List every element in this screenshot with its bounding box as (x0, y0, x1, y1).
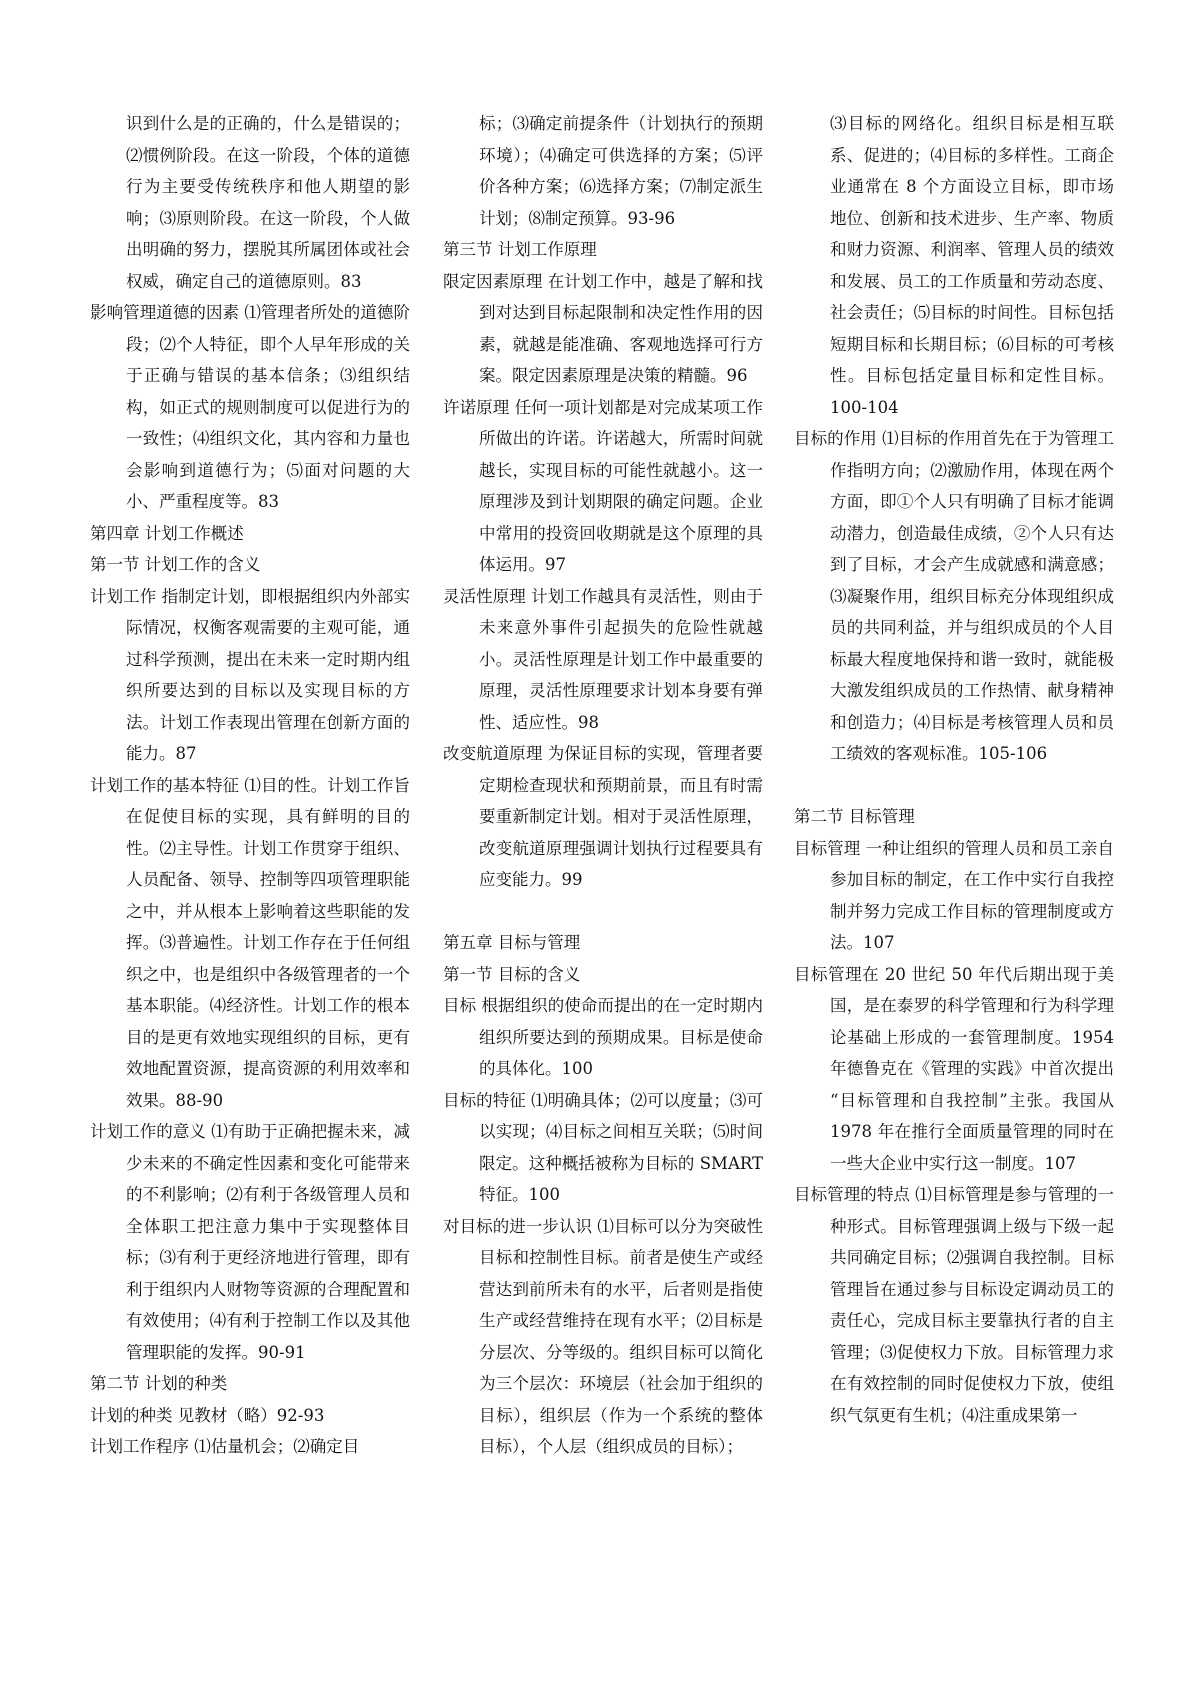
entry-planning-procedure: 计划工作程序 ⑴估量机会；⑵确定目 (90, 1437, 360, 1456)
entry-moral-factors: 影响管理道德的因素 ⑴管理者所处的道德阶段；⑵个人特征，即个人早年形成的关于正确与错误的基本信条；⑶组织结构，如正式的规则制度可以促进行为的一致性；⑷组织文化，其内容和力量也会影响到道德行为；⑸面对问题的大小、严重程度等。83 (90, 303, 410, 511)
column-left (90, 108, 410, 1463)
entry-planning-significance: 计划工作的意义 ⑴有助于正确把握未来，减少未来的不确定性因素和变化可能带来的不利影响；⑵有利于各级管理人员和全体职工把注意力集中于实现整体目标；⑶有利于更经济地进行管理，即有利于组织内人财物等资源的合理配置和有效使用；⑷有利于控制工作以及其他管理职能的发挥。90-91 (90, 1122, 410, 1362)
entry-mbo-definition: 目标管理 一种让组织的管理人员和员工亲自参加目标的制定，在工作中实行自我控制并努力完成工作目标的管理制度或方法。107 (794, 838, 1114, 952)
section-heading-4-2: 第二节 计划的种类 (90, 1374, 228, 1393)
entry-objective-features: 目标的特征 ⑴明确具体；⑵可以度量；⑶可以实现；⑷目标之间相互关联；⑸时间限定。这种概括被称为目标的 SMART 特征。100 (443, 1090, 780, 1204)
entry-planning-features: 计划工作的基本特征 ⑴目的性。计划工作旨在促使目标的实现，具有鲜明的目的性。⑵主导性。计划工作贯穿于组织、人员配备、领导、控制等四项管理职能之中，并从根本上影响着这些职能的发挥。⑶普遍性。计划工作存在于任何组织之中，也是组织中各级管理者的一个基本职能。⑷经济性。计划工作的根本目的是更有效地实现组织的目标，更有效地配置资源，提高资源的利用效率和效果。88-90 (90, 775, 410, 1110)
paragraph-objective-continued: ⑶目标的网络化。组织目标是相互联系、促进的；⑷目标的多样性。工商企业通常在 8 个方面设立目标，即市场地位、创新和技术进步、生产率、物质和财力资源、利润率、管理人员的绩效和发展、员工的工作质量和劳动态度、社会责任；⑸目标的时间性。目标包括短期目标和长期目标；⑹目标的可考核性。目标包括定量目标和定性目标。100-104 (830, 114, 1114, 417)
section-heading-5-1: 第一节 目标的含义 (443, 964, 581, 984)
spacer (443, 896, 763, 928)
paragraph-moral-stages-continued: 识到什么是的正确的，什么是错误的；⑵惯例阶段。在这一阶段，个体的道德行为主要受传统秩序和他人期望的影响；⑶原则阶段。在这一阶段，个人做出明确的努力，摆脱其所属团体或社会权威，确定自己的道德原则。83 (126, 114, 410, 291)
spacer (794, 770, 1114, 802)
entry-navigational-change-principle: 改变航道原理 为保证目标的实现，管理者要定期检查现状和预期前景，而且有时需要重新制定计划。相对于灵活性原理，改变航道原理强调计划执行过程要具有应变能力。99 (443, 744, 763, 889)
section-heading-4-1: 第一节 计划工作的含义 (90, 555, 261, 574)
section-heading-5-2: 第二节 目标管理 (794, 807, 915, 826)
entry-plan-types: 计划的种类 见教材（略）92-93 (90, 1405, 325, 1425)
paragraph-procedure-continued: 标；⑶确定前提条件（计划执行的预期环境）；⑷确定可供选择的方案；⑸评价各种方案；⑹选择方案；⑺制定派生计划；⑻制定预算。93-96 (479, 114, 763, 228)
chapter-heading-4: 第四章 计划工作概述 (90, 523, 244, 543)
entry-planning-definition: 计划工作 指制定计划，即根据组织内外部实际情况，权衡客观需要的主观可能，通过科学预测，提出在未来一定时期内组织所要达到的目标以及实现目标的方法。计划工作表现出管理在创新方面的能力。87 (90, 586, 410, 763)
entry-limiting-factor-principle: 限定因素原理 在计划工作中，越是了解和找到对达到目标起限制和决定性作用的因素，就越是能准确、客观地选择可行方案。限定因素原理是决策的精髓。96 (443, 271, 763, 385)
entry-mbo-history: 目标管理在 20 世纪 50 年代后期出现于美国，是在泰罗的科学管理和行为科学理论基础上形成的一套管理制度。1954 年德鲁克在《管理的实践》中首次提出 “目标管理和自我控制”主张。我国从 1978 年在推行全面质量管理的同时在一些大企业中实行这一制度。107 (794, 964, 1114, 1173)
entry-objective-definition: 目标 根据组织的使命而提出的在一定时期内组织所要达到的预期成果。目标是使命的具体化。100 (443, 996, 763, 1078)
column-middle (443, 108, 780, 1463)
entry-objective-understanding: 对目标的进一步认识 ⑴目标可以分为突破性目标和控制性目标。前者是使生产或经营达到前所未有的水平，后者则是指使生产或经营维持在现有水平；⑵目标是分层次、分等级的。组织目标可以简化为三个层次：环境层（社会加于组织的目标），组织层（作为一个系统的整体目标），个人层（组织成员的目标）； (443, 1216, 763, 1456)
entry-objective-roles: 目标的作用 ⑴目标的作用首先在于为管理工作指明方向；⑵激励作用，体现在两个方面，即①个人只有明确了目标才能调动潜力，创造最佳成绩，②个人只有达到了目标，才会产生成就感和满意感；⑶凝聚作用，组织目标充分体现组织成员的共同利益，并与组织成员的个人目标最大程度地保持和谐一致时，就能极大激发组织成员的工作热情、献身精神和创造力；⑷目标是考核管理人员和员工绩效的客观标准。105-106 (794, 429, 1114, 763)
chapter-heading-5: 第五章 目标与管理 (443, 933, 581, 952)
section-heading-4-3: 第三节 计划工作原理 (443, 240, 597, 259)
column-right (794, 108, 1114, 1431)
entry-flexibility-principle: 灵活性原理 计划工作越具有灵活性，则由于未来意外事件引起损失的危险性就越小。灵活性原理是计划工作中最重要的原理，灵活性原理要求计划本身要有弹性、适应性。98 (443, 586, 763, 732)
entry-commitment-principle: 许诺原理 任何一项计划都是对完成某项工作所做出的许诺。许诺越大，所需时间就越长，实现目标的可能性就越小。这一原理涉及到计划期限的确定问题。企业中常用的投资回收期就是这个原理的具体运用。97 (443, 397, 763, 574)
entry-mbo-features: 目标管理的特点 ⑴目标管理是参与管理的一种形式。目标管理强调上级与下级一起共同确定目标；⑵强调自我控制。目标管理旨在通过参与目标设定调动员工的责任心，完成目标主要靠执行者的自主管理；⑶促使权力下放。目标管理力求在有效控制的同时促使权力下放，使组织气氛更有生机；⑷注重成果第一 (794, 1185, 1114, 1425)
